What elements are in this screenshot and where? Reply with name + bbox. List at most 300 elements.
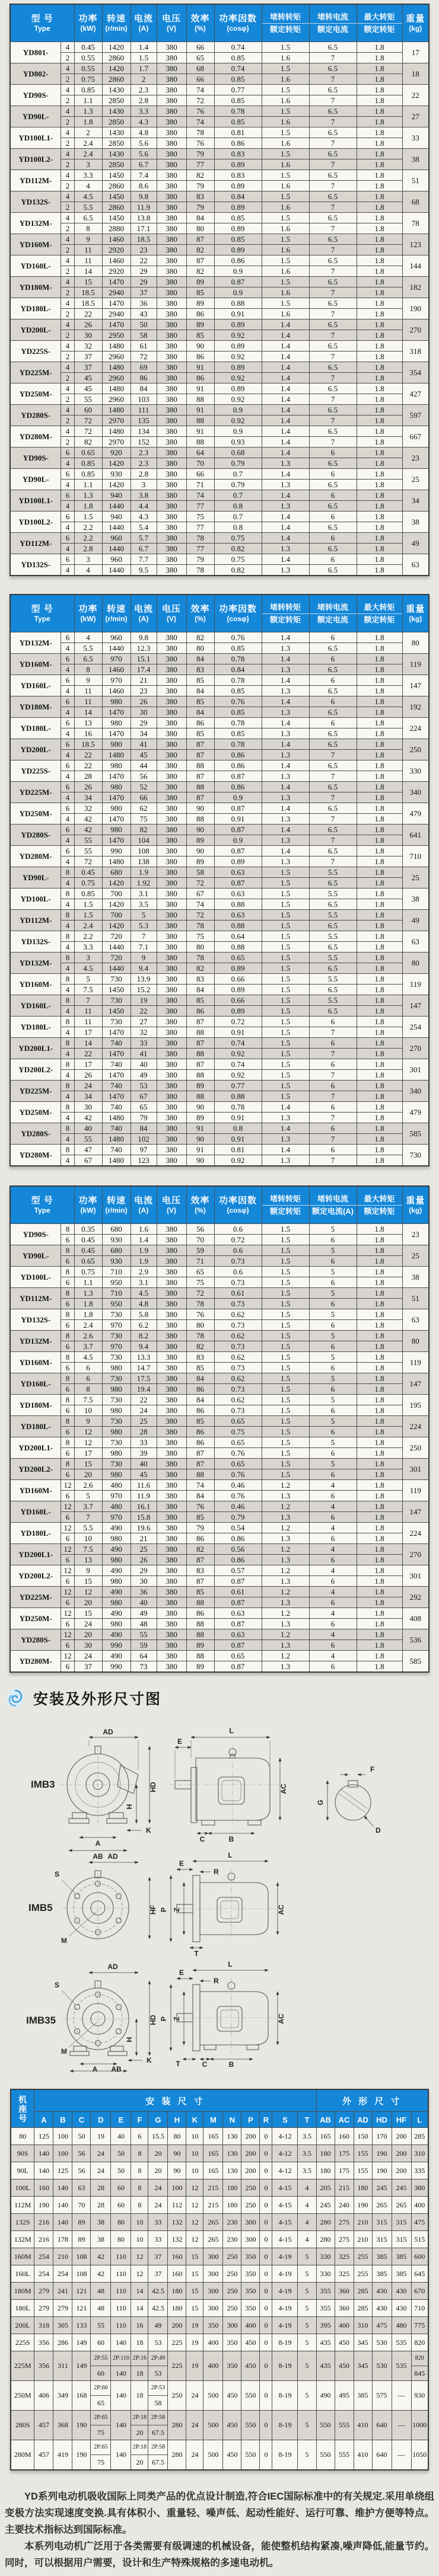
value-cell: 279 [34, 2300, 53, 2317]
value-cell: 0.85 [74, 85, 102, 95]
value-cell: 730 [102, 1352, 131, 1363]
value-cell: 1.8 [357, 341, 402, 351]
value-cell: 380 [157, 1448, 186, 1459]
value-cell: 1.2 [262, 1480, 309, 1491]
dims-row [11, 2381, 428, 2411]
value-cell: 225 [168, 2351, 186, 2381]
value-cell: 350 [241, 2265, 260, 2283]
spec-row [10, 1395, 429, 1405]
value-cell: 1.3 [262, 707, 309, 718]
spec-row [10, 1491, 429, 1501]
value-cell: 180 [168, 2283, 186, 2300]
value-cell: 74 [186, 85, 214, 95]
value-cell: 13.8 [131, 213, 157, 223]
value-cell: 1.3 [262, 565, 309, 576]
value-cell: 1.8 [357, 1640, 402, 1651]
value-cell: 970 [102, 1512, 131, 1523]
value-cell: 2960 [102, 373, 131, 383]
value-cell: 0.73 [214, 1363, 262, 1373]
value-cell: 1480 [102, 426, 131, 437]
value-cell: 4.5 [131, 1288, 157, 1299]
value-cell: 380 [157, 1437, 186, 1448]
value-cell: 1.4 [262, 437, 309, 448]
value-cell: 6 [309, 448, 357, 458]
spec-table-3 [9, 1185, 430, 1673]
value-cell: 6.7 [131, 544, 157, 554]
value-cell: 0.9 [214, 405, 262, 416]
value-cell: 0.8 [214, 1123, 262, 1134]
value-cell: 0.63 [214, 1629, 262, 1640]
value-cell: 318 [34, 2317, 53, 2334]
value-cell: 1.4 [262, 490, 309, 501]
spec-row [10, 287, 429, 298]
value-cell: 6 [61, 1597, 74, 1608]
value-cell: 0.76 [214, 1491, 262, 1501]
value-cell: 1.8 [357, 771, 402, 782]
value-cell: 1.5 [262, 1437, 309, 1448]
value-cell: 9.4 [131, 963, 157, 974]
value-cell: 555 [335, 2440, 354, 2470]
value-cell: 6 [61, 1555, 74, 1565]
value-cell: 40 [74, 1123, 102, 1134]
value-cell: 1.8 [357, 1469, 402, 1480]
value-cell: 55 [131, 1629, 157, 1640]
value-cell: 0.35 [74, 1224, 102, 1235]
value-cell: 380 [157, 760, 186, 771]
value-cell: 6 [309, 1145, 357, 1155]
value-cell: 84 [186, 1373, 214, 1384]
model-cell: YD132S- [10, 554, 61, 576]
value-cell: 0.85 [214, 117, 262, 127]
col-header-max-torque: 最大转矩 额定转矩 [357, 595, 402, 632]
value-cell: 4 [61, 750, 74, 760]
value-cell: 1.8 [357, 405, 402, 416]
dims-row [11, 2179, 428, 2197]
value-cell: 79 [131, 1113, 157, 1123]
value-cell: 5 [298, 2248, 316, 2265]
value-cell: 4 [61, 234, 74, 245]
value-cell: 5.5 [309, 953, 357, 963]
value-cell: 380 [157, 1309, 186, 1320]
value-cell: 450 [335, 2351, 354, 2381]
value-cell: 1.5 [262, 149, 309, 159]
model-cell: YD280S- [10, 1123, 61, 1145]
value-cell: 380 [157, 1544, 186, 1555]
value-cell: 12 [131, 2265, 148, 2283]
value-cell: 1.8 [357, 1437, 402, 1448]
weight-cell: 80 [402, 953, 429, 974]
value-cell: 1.8 [357, 1038, 402, 1049]
value-cell: 200 [392, 2145, 411, 2162]
value-cell: 1.3 [74, 106, 102, 117]
value-cell: 1050 [411, 2440, 428, 2470]
value-cell: 380 [157, 856, 186, 867]
value-cell: 1440 [102, 522, 131, 533]
value-cell: 380 [157, 213, 186, 223]
value-cell: 86 [186, 1437, 214, 1448]
value-cell: 380 [157, 63, 186, 74]
value-cell: 5.5 [74, 202, 102, 213]
value-cell: 380 [157, 1341, 186, 1352]
value-cell: 200 [392, 2128, 411, 2145]
value-cell: 1.8 [74, 117, 102, 127]
value-cell-split: 2P:18 20 [131, 2411, 148, 2440]
value-cell: 230 [223, 2231, 241, 2248]
value-cell: 22 [74, 1049, 102, 1059]
spec-row [10, 469, 429, 480]
value-cell: 600 [411, 2248, 428, 2265]
value-cell: 88 [186, 1597, 214, 1608]
value-cell: 1.8 [357, 1661, 402, 1673]
value-cell: 6.5 [309, 127, 357, 138]
model-cell: YD112M- [10, 1288, 61, 1309]
model-cell: YD100L1- [10, 490, 61, 512]
value-cell: 45 [131, 750, 157, 760]
spec-row [10, 255, 429, 266]
value-cell: 1.4 [262, 330, 309, 341]
value-cell: 82 [186, 963, 214, 974]
spec-row [10, 1651, 429, 1661]
value-cell: 6 [61, 675, 74, 686]
value-cell: 730 [102, 1331, 131, 1341]
value-cell: 380 [157, 1299, 186, 1309]
value-cell: 6.5 [309, 963, 357, 974]
value-cell: 645 [411, 2265, 428, 2283]
value-cell: 0.6 [214, 1267, 262, 1277]
model-cell: YD132M- [10, 1331, 61, 1352]
value-cell: 72 [186, 910, 214, 921]
value-cell: 37 [74, 362, 102, 373]
value-cell: 330 [316, 2248, 335, 2265]
value-cell: 78 [186, 953, 214, 963]
col-header-N: N [223, 2112, 241, 2128]
value-cell: 110 [111, 2265, 131, 2283]
value-cell: 0.91 [214, 1027, 262, 1038]
value-cell: 6 [61, 632, 74, 643]
value-cell: 380 [157, 1459, 186, 1469]
value-cell: 6 [61, 1405, 74, 1416]
col-header-S: S [272, 2112, 298, 2128]
value-cell: 8 [61, 1288, 74, 1299]
value-cell: 160 [168, 2248, 186, 2265]
spec-row [10, 74, 429, 85]
value-cell: 380 [157, 1640, 186, 1651]
value-cell: 0.61 [214, 1288, 262, 1299]
value-cell: 7.7 [131, 554, 157, 565]
value-cell: 87 [186, 771, 214, 782]
value-cell: 5.5 [309, 889, 357, 899]
value-cell: 4 [61, 792, 74, 803]
value-cell: 380 [157, 501, 186, 512]
value-cell: 0.88 [214, 942, 262, 953]
value-cell: 300 [241, 2231, 260, 2248]
value-cell: 85 [186, 995, 214, 1006]
value-cell: 2 [61, 330, 74, 341]
value-cell: 0.89 [214, 963, 262, 974]
value-cell: 1.8 [357, 974, 402, 985]
value-cell: 88 [186, 814, 214, 824]
value-cell: 1.4 [262, 319, 309, 330]
value-cell: 60 [111, 2179, 131, 2197]
spec-table-2 [9, 594, 430, 1166]
value-cell: 11 [74, 255, 102, 266]
value-cell: 980 [102, 1448, 131, 1459]
value-cell: 215 [203, 2197, 223, 2214]
value-cell: 7 [309, 416, 357, 426]
value-cell: 0 [260, 2231, 272, 2248]
value-cell: 8 [131, 2197, 148, 2214]
value-cell: 1.5 [262, 1049, 309, 1059]
value-cell: 134 [131, 426, 157, 437]
value-cell: 6 [309, 696, 357, 707]
value-cell: 740 [102, 1123, 131, 1134]
value-cell: 100 [53, 2128, 72, 2145]
spec-row [10, 1352, 429, 1363]
value-cell: 500 [203, 2381, 223, 2411]
value-cell: 1.4 [262, 405, 309, 416]
value-cell: 15 [186, 2248, 203, 2265]
value-cell: 0.92 [214, 351, 262, 362]
spec-row [10, 771, 429, 782]
value-cell: 9.4 [131, 1341, 157, 1352]
value-cell: 490 [102, 1629, 131, 1640]
value-cell: 500 [203, 2411, 223, 2440]
spec-row [10, 277, 429, 287]
value-cell: 1.5 [262, 1469, 309, 1480]
spec-row [10, 1299, 429, 1309]
value-cell: 4-12 [272, 2145, 298, 2162]
value-cell: 5.5 [309, 910, 357, 921]
value-cell: 86 [186, 373, 214, 383]
value-cell: 165 [203, 2162, 223, 2179]
value-cell: 275 [335, 2214, 354, 2231]
value-cell: 1.8 [357, 1049, 402, 1059]
value-cell: 85 [186, 1512, 214, 1523]
model-cell: YD180M- [10, 1395, 61, 1416]
value-cell: 550 [241, 2440, 260, 2470]
value-cell: 8 [74, 1384, 102, 1395]
spec-row [10, 1113, 429, 1123]
value-cell: 14 [131, 2283, 148, 2300]
value-cell: 88 [186, 782, 214, 792]
value-cell: 6 [309, 632, 357, 643]
value-cell: 1.8 [357, 117, 402, 127]
weight-cell: 49 [402, 533, 429, 554]
value-cell: 37 [74, 1661, 102, 1673]
value-cell: 2 [61, 416, 74, 426]
weight-cell: 38 [402, 889, 429, 910]
value-cell: 1.5 [262, 1091, 309, 1102]
value-cell: 4 [61, 277, 74, 287]
spec-row [10, 480, 429, 490]
frame-cell: 280S [11, 2411, 34, 2440]
value-cell: 1.4 [262, 416, 309, 426]
value-cell: 83 [186, 974, 214, 985]
value-cell: 400 [203, 2334, 223, 2351]
value-cell: 2 [74, 127, 102, 138]
value-cell: 380 [157, 696, 186, 707]
value-cell: 380 [157, 643, 186, 654]
value-cell: 368 [53, 2411, 72, 2440]
value-cell: 400 [411, 2197, 428, 2214]
weight-cell: 25 [402, 867, 429, 889]
value-cell: 255 [354, 2265, 372, 2283]
value-cell: 1.5 [262, 1395, 309, 1405]
value-cell: 245 [316, 2197, 335, 2214]
value-cell: 37 [74, 351, 102, 362]
value-cell: 380 [157, 1405, 186, 1416]
value-cell: 1.1 [74, 480, 102, 490]
value-cell: 1.8 [357, 469, 402, 480]
value-cell: 84 [186, 707, 214, 718]
value-cell: 14 [74, 1038, 102, 1049]
value-cell: 4 [298, 2179, 316, 2197]
value-cell: 3.7 [74, 1341, 102, 1352]
value-cell: 0 [260, 2351, 272, 2381]
value-cell: 1.8 [357, 1267, 402, 1277]
value-cell: 205 [316, 2179, 335, 2197]
value-cell: 6 [61, 654, 74, 664]
value-cell: 1480 [102, 383, 131, 394]
value-cell: 0.87 [214, 1640, 262, 1651]
value-cell: 1.5 [262, 1448, 309, 1459]
spec-row [10, 53, 429, 63]
value-cell: 0.7 [214, 469, 262, 480]
value-cell: 0.73 [214, 1341, 262, 1352]
value-cell: 4 [61, 985, 74, 995]
spec-row [10, 1427, 429, 1437]
value-cell: 1.6 [262, 95, 309, 106]
frame-cell: 112M [11, 2197, 34, 2214]
value-cell: 380 [157, 170, 186, 181]
spec-row [10, 910, 429, 921]
value-cell: 37 [148, 2265, 168, 2283]
value-cell: 0.87 [214, 1597, 262, 1608]
value-cell: 121 [72, 2300, 91, 2317]
value-cell: 7 [309, 53, 357, 63]
value-cell: 1.5 [262, 899, 309, 910]
value-cell: 86 [186, 1427, 214, 1437]
value-cell: 48 [91, 2300, 111, 2317]
value-cell: 140 [53, 2214, 72, 2231]
value-cell: 310 [411, 2145, 428, 2162]
value-cell: 88 [186, 1619, 214, 1629]
value-cell: 1440 [102, 942, 131, 953]
value-cell: 380 [157, 437, 186, 448]
value-cell: 1.8 [357, 1565, 402, 1576]
section-header [5, 1687, 439, 1709]
value-cell: 8 [61, 1017, 74, 1027]
value-cell: 2 [61, 95, 74, 106]
value-cell: 7 [309, 1155, 357, 1166]
value-cell: 6 [309, 1363, 357, 1373]
dim-label-AD2: AD [107, 1852, 118, 1861]
value-cell: 6 [74, 1363, 102, 1373]
spec-row [10, 1081, 429, 1091]
value-cell: 15.8 [131, 1512, 157, 1523]
value-cell: 0.75 [214, 533, 262, 544]
value-cell: 9.8 [131, 632, 157, 643]
value-cell: 5 [298, 2381, 316, 2411]
value-cell: 430 [392, 2300, 411, 2317]
value-cell: 380 [157, 1070, 186, 1081]
value-cell: 4 [61, 1091, 74, 1102]
dim-label-H2: H [125, 2037, 133, 2043]
value-cell: 88 [186, 437, 214, 448]
dims-header-letter-row [11, 2112, 428, 2128]
value-cell: 42 [91, 2265, 111, 2283]
value-cell: 4-15 [272, 2231, 298, 2248]
col-header-locked-current: 堵转电流 额定电流 [309, 4, 357, 42]
weight-cell: 25 [402, 469, 429, 490]
model-cell: YD280M- [10, 1651, 61, 1673]
value-cell: 245 [372, 2179, 392, 2197]
value-cell: 1.8 [357, 213, 402, 223]
value-cell: 5 [298, 2300, 316, 2317]
value-cell: 67 [131, 1091, 157, 1102]
value-cell: 6 [309, 1038, 357, 1049]
weight-cell: 301 [402, 1459, 429, 1480]
value-cell: 6 [61, 533, 74, 544]
dims-row [11, 2145, 428, 2162]
value-cell: 152 [131, 437, 157, 448]
dimension-drawings [0, 1711, 439, 2073]
spec-row [10, 373, 429, 383]
value-cell: 12 [74, 1437, 102, 1448]
value-cell: 5 [298, 2440, 316, 2470]
value-cell: 550 [241, 2381, 260, 2411]
spec-row [10, 750, 429, 760]
value-cell: 0.57 [214, 1565, 262, 1576]
value-cell: 241 [53, 2283, 72, 2300]
value-cell: 28 [91, 2197, 111, 2214]
spec-row [10, 707, 429, 718]
value-cell: 0.65 [214, 1651, 262, 1661]
value-cell: 4 [61, 1155, 74, 1166]
value-cell: 12 [186, 2179, 203, 2197]
value-cell: 6 [61, 1576, 74, 1587]
value-cell: 100 [168, 2179, 186, 2197]
value-cell: 640 [372, 2440, 392, 2470]
value-cell: 1.8 [357, 319, 402, 330]
value-cell: 0 [260, 2179, 272, 2197]
value-cell: 930 [411, 2381, 428, 2411]
value-cell: 1.5 [262, 63, 309, 74]
value-cell: 0.78 [214, 1102, 262, 1113]
value-cell: 45 [74, 373, 102, 383]
value-cell: 435 [316, 2334, 335, 2351]
weight-cell: 38 [402, 512, 429, 533]
value-cell: 820 [411, 2334, 428, 2351]
value-cell: 1.3 [262, 1555, 309, 1565]
value-cell: 140 [53, 2197, 72, 2214]
value-cell: 280 [316, 2231, 335, 2248]
value-cell: 1.3 [262, 501, 309, 512]
value-cell: 380 [157, 85, 186, 95]
value-cell: 4 [61, 362, 74, 373]
col-header-speed: 转速 (r/min) [102, 4, 131, 42]
dims-row [11, 2214, 428, 2231]
dim-label-E3: E [179, 1968, 184, 1977]
spec-table-3-mount [0, 1185, 439, 1673]
value-cell: 1.8 [357, 170, 402, 181]
value-cell: 380 [157, 1235, 186, 1245]
spec-row [10, 213, 429, 223]
value-cell: 4 [61, 522, 74, 533]
value-cell: 5 [309, 1245, 357, 1256]
value-cell: 0.85 [74, 889, 102, 899]
value-cell: 350 [241, 2248, 260, 2265]
